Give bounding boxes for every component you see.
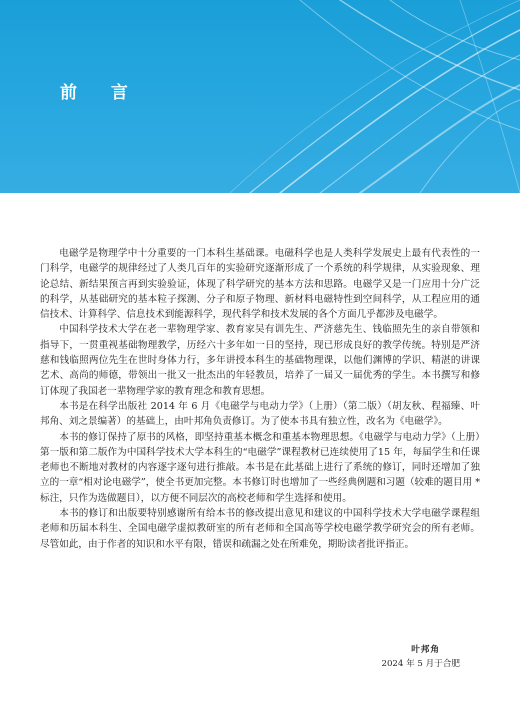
paragraph: 本书的修订和出版要特别感谢所有给本书的修改提出意见和建议的中国科学技术大学电磁学课程组老师和历届本科生、全国电磁学虚拟教研室的所有老师和全国高等学校电磁学教学研究会的所有老师。尽管如此，由于作者的知识和水平有限，错误和疏漏之处在所难免，期盼读者批评指正。 <box>40 508 480 550</box>
page-title: 前 言 <box>60 83 142 103</box>
author-name: 叶邦角 <box>411 645 440 655</box>
paragraph: 电磁学是物理学中十分重要的一门本科生基础课。电磁科学也是人类科学发展史上最有代表性的一门科学，电磁学的规律经过了人类几百年的实验研究逐渐形成了一个系统的科学规律，从实验现象、理论总结、新结果预言再到实验验证，体现了科学研究的基本方法和思路。电磁学又是一门应用十分广泛的科学，从基础研究的基本粒子探测、分子和原子物理、新材料电磁特性到空间科学，从工程应用的通信技术、计算科学、信息技术到能源科学，现代科学和技术发展的各个方面几乎都涉及电磁学。 <box>40 248 480 321</box>
header-banner <box>0 0 520 193</box>
paragraph: 中国科学技术大学在老一辈物理学家、教育家吴有训先生、严济慈先生、钱临照先生的亲自带领和指导下，一贯重视基础物理教学，历经六十多年如一日的坚持，现已形成良好的教学传统。特别是严济慈和钱临照两位先生在世时身体力行，多年讲授本科生的基础物理课，以他们渊博的学识、精湛的讲课艺术、高尚的师德，带领出一批又一批杰出的年轻教员，培养了一届又一届优秀的学生。本书撰写和修订体现了我国老一辈物理学家的教育理念和教育思想。 <box>40 324 480 397</box>
paragraph: 本书是在科学出版社 2014 年 6 月《电磁学与电动力学》（上册）（第二版）（胡友秋、程福臻、叶邦角、刘之景编著）的基础上，由叶邦角负责修订。为了使本书具有独立性，改名为《电磁学》。 <box>40 400 480 428</box>
preface-body <box>40 246 480 552</box>
signature-date: 2024 年 5 月于合肥 <box>381 659 460 669</box>
signature-block <box>381 643 460 671</box>
paragraph: 本书的修订保持了原书的风格，即坚持重基本概念和重基本物理思想。《电磁学与电动力学》（上册）第一版和第二版作为中国科学技术大学本科生的“电磁学”课程教材已连续使用了15 年，每届学生和任课老师也不断地对教材的内容逐字逐句进行推敲。本书是在此基础上进行了系统的修订，同时还增加了独立的一章“相对论电磁学”，使全书更加完整。本书修订时也增加了一些经典例题和习题（较难的题目用 * 标注，只作为选做题目），以方便不同层次的高校老师和学生选择和使用。 <box>40 431 480 504</box>
